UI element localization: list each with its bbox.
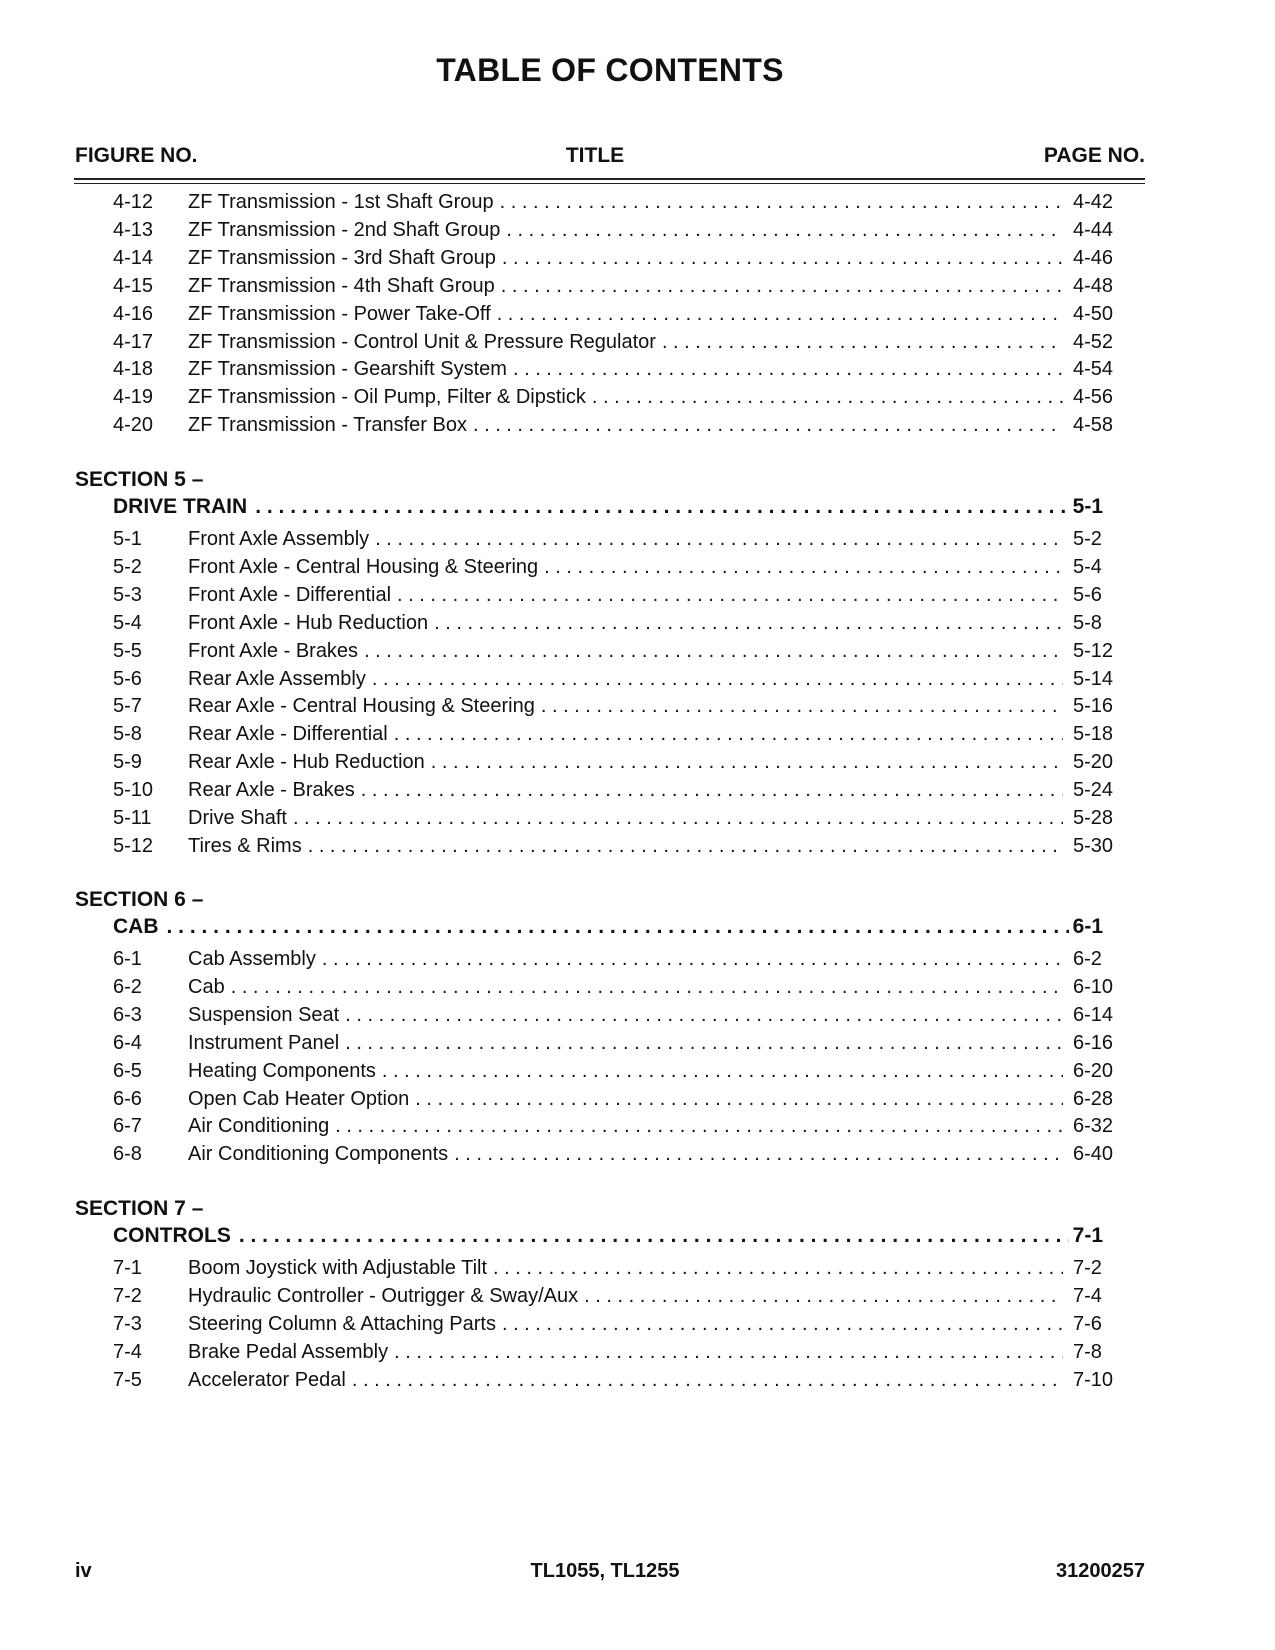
toc-entry[interactable]	[113, 609, 1117, 638]
toc-entry[interactable]	[113, 581, 1117, 610]
toc-entry[interactable]	[113, 637, 1117, 666]
toc-entry[interactable]	[113, 244, 1117, 273]
figure-title: ZF Transmission - Control Unit & Pressure Regulator	[188, 330, 656, 353]
figure-title: Air Conditioning	[188, 1115, 330, 1138]
dot-leader	[501, 272, 1063, 301]
toc-entry[interactable]	[113, 328, 1117, 357]
toc-entry[interactable]	[113, 300, 1117, 329]
section-page-ref: 5-1	[1072, 495, 1103, 518]
dot-leader	[454, 1140, 1063, 1169]
footer-page-number: iv	[75, 1560, 92, 1582]
page-ref: 7-4	[1073, 1284, 1102, 1307]
figure-number: 4-17	[113, 330, 154, 353]
page-ref: 4-42	[1073, 191, 1114, 213]
toc-entry[interactable]	[113, 1001, 1117, 1030]
figure-number: 6-4	[113, 1031, 142, 1054]
toc-entry[interactable]	[113, 1085, 1117, 1114]
figure-number: 5-8	[113, 723, 142, 746]
figure-title: Front Axle - Hub Reduction	[188, 611, 429, 634]
dot-leader	[397, 581, 1063, 610]
figure-title: Suspension Seat	[188, 1003, 340, 1026]
toc-entry[interactable]	[113, 1338, 1117, 1367]
figure-number: 5-11	[113, 807, 152, 829]
dot-leader	[584, 1282, 1063, 1311]
toc-entry[interactable]	[113, 553, 1117, 582]
section-label: SECTION 6 –	[75, 888, 204, 911]
figure-title: ZF Transmission - Gearshift System	[188, 358, 507, 381]
dot-leader	[544, 553, 1063, 582]
dot-leader	[434, 609, 1063, 638]
toc-entry[interactable]	[113, 945, 1117, 974]
dot-leader	[364, 637, 1063, 666]
column-header-figure: FIGURE NO.	[75, 144, 198, 167]
page-ref: 6-40	[1073, 1143, 1114, 1166]
figure-number: 4-15	[113, 274, 154, 297]
figure-number: 7-5	[113, 1368, 142, 1391]
page-ref: 5-8	[1073, 611, 1102, 634]
section-name: CONTROLS	[113, 1224, 231, 1247]
toc-entry[interactable]	[113, 355, 1117, 384]
dot-leader	[375, 525, 1063, 554]
page-ref: 6-28	[1073, 1087, 1114, 1110]
section-heading[interactable]	[113, 492, 1103, 521]
page-ref: 4-48	[1073, 274, 1114, 297]
section-heading[interactable]	[113, 1221, 1103, 1250]
figure-title: ZF Transmission - Transfer Box	[188, 414, 467, 437]
dot-leader	[415, 1085, 1063, 1114]
dot-leader	[394, 1338, 1063, 1367]
page-ref: 4-58	[1073, 414, 1114, 437]
dot-leader	[231, 973, 1063, 1002]
figure-title: ZF Transmission - 2nd Shaft Group	[188, 218, 501, 241]
figure-number: 5-2	[113, 555, 142, 578]
figure-number: 4-20	[113, 414, 154, 437]
page-ref: 5-4	[1073, 555, 1102, 578]
figure-title: Hydraulic Controller - Outrigger & Sway/Aux	[188, 1284, 579, 1307]
page-ref: 4-54	[1073, 358, 1114, 381]
figure-number: 4-13	[113, 218, 154, 241]
dot-leader	[394, 720, 1063, 749]
toc-entry[interactable]	[113, 1112, 1117, 1141]
dot-leader	[541, 692, 1063, 721]
dot-leader	[293, 804, 1063, 833]
toc-entry[interactable]	[113, 748, 1117, 777]
dot-leader	[592, 383, 1063, 412]
section-heading[interactable]	[113, 912, 1103, 941]
page-ref: 5-14	[1073, 667, 1114, 690]
page-ref: 5-6	[1073, 583, 1102, 606]
figure-number: 4-19	[113, 386, 154, 409]
figure-number: 6-1	[113, 948, 142, 970]
section-label: SECTION 5 –	[75, 468, 204, 491]
dot-leader	[431, 748, 1063, 777]
toc-entry[interactable]	[113, 1282, 1117, 1311]
section-page-ref: 7-1	[1072, 1224, 1103, 1247]
figure-number: 6-5	[113, 1059, 142, 1082]
figure-number: 5-1	[113, 528, 142, 550]
page-ref: 6-32	[1073, 1115, 1114, 1138]
figure-title: Front Axle - Differential	[188, 583, 392, 606]
figure-title: Rear Axle Assembly	[188, 667, 366, 690]
figure-title: Cab Assembly	[188, 948, 316, 970]
figure-title: Rear Axle - Brakes	[188, 779, 355, 802]
figure-title: ZF Transmission - Oil Pump, Filter & Dipstick	[188, 386, 586, 409]
figure-number: 5-9	[113, 751, 142, 774]
toc-entry[interactable]	[113, 188, 1117, 217]
toc-entry[interactable]	[113, 1057, 1117, 1086]
figure-number: 4-18	[113, 358, 154, 381]
figure-title: Drive Shaft	[188, 807, 287, 829]
page-ref: 5-30	[1073, 834, 1114, 857]
dot-leader	[308, 832, 1063, 861]
dot-leader	[473, 411, 1063, 440]
figure-number: 7-3	[113, 1312, 142, 1335]
page-ref: 6-20	[1073, 1059, 1114, 1082]
figure-title: Rear Axle - Differential	[188, 723, 388, 746]
toc-entry[interactable]	[113, 1029, 1117, 1058]
page-ref: 4-50	[1073, 302, 1114, 325]
figure-number: 4-14	[113, 246, 154, 269]
page-title: TABLE OF CONTENTS	[436, 52, 784, 88]
page-ref: 5-20	[1073, 751, 1114, 774]
header-rule-thick	[74, 178, 1145, 180]
toc-entry[interactable]	[113, 692, 1117, 721]
section-page-ref: 6-1	[1072, 915, 1103, 938]
figure-title: ZF Transmission - 1st Shaft Group	[188, 191, 494, 213]
figure-title: Cab	[188, 975, 225, 998]
figure-number: 7-4	[113, 1340, 142, 1363]
figure-number: 6-2	[113, 975, 142, 998]
figure-title: Boom Joystick with Adjustable Tilt	[188, 1257, 488, 1279]
figure-title: Brake Pedal Assembly	[188, 1340, 389, 1363]
dot-leader	[502, 244, 1063, 273]
page-ref: 5-12	[1073, 639, 1114, 662]
toc-entry[interactable]	[113, 411, 1117, 440]
figure-number: 7-2	[113, 1284, 142, 1307]
figure-number: 5-3	[113, 583, 142, 606]
page-ref: 6-16	[1073, 1031, 1114, 1054]
toc-entry[interactable]	[113, 216, 1117, 245]
figure-title: Accelerator Pedal	[188, 1368, 346, 1391]
figure-number: 7-1	[113, 1257, 142, 1279]
figure-title: ZF Transmission - 4th Shaft Group	[188, 274, 495, 297]
dot-leader	[345, 1029, 1063, 1058]
figure-number: 6-7	[113, 1115, 142, 1138]
toc-entry[interactable]	[113, 973, 1117, 1002]
figure-number: 5-5	[113, 639, 142, 662]
dot-leader	[352, 1366, 1063, 1395]
figure-title: Front Axle Assembly	[188, 528, 370, 550]
figure-title: ZF Transmission - Power Take-Off	[188, 302, 491, 325]
figure-title: Steering Column & Attaching Parts	[188, 1312, 496, 1335]
figure-number: 5-4	[113, 611, 142, 634]
figure-title: Instrument Panel	[188, 1031, 340, 1054]
figure-number: 6-8	[113, 1143, 142, 1166]
page-ref: 4-56	[1073, 386, 1114, 409]
header-rule-thin	[74, 183, 1145, 184]
dot-leader	[322, 945, 1063, 974]
figure-number: 5-7	[113, 695, 142, 718]
dot-leader	[239, 1221, 1069, 1250]
toc-entry[interactable]	[113, 804, 1117, 833]
toc-entry[interactable]	[113, 1310, 1117, 1339]
figure-number: 5-10	[113, 779, 154, 802]
dot-leader	[372, 665, 1063, 694]
page-ref: 5-28	[1073, 807, 1114, 829]
page-ref: 5-2	[1073, 528, 1102, 550]
figure-title: Rear Axle - Central Housing & Steering	[188, 695, 535, 718]
page-ref: 7-2	[1073, 1257, 1102, 1279]
column-header-title: TITLE	[565, 144, 625, 167]
dot-leader	[506, 216, 1063, 245]
footer-model: TL1055, TL1255	[530, 1560, 680, 1582]
toc-entry[interactable]	[113, 1254, 1117, 1283]
toc-entry[interactable]	[113, 525, 1117, 554]
page-ref: 6-14	[1073, 1003, 1114, 1026]
dot-leader	[662, 328, 1063, 357]
page-ref: 7-6	[1073, 1312, 1102, 1335]
figure-title: Front Axle - Central Housing & Steering	[188, 555, 539, 578]
dot-leader	[513, 355, 1063, 384]
section-name: CAB	[113, 915, 159, 938]
toc-entry[interactable]	[113, 272, 1117, 301]
toc-entry[interactable]	[113, 665, 1117, 694]
toc-entry[interactable]	[113, 1366, 1117, 1395]
page-ref: 7-10	[1073, 1368, 1114, 1391]
figure-title: Tires & Rims	[188, 834, 302, 857]
figure-number: 4-16	[113, 302, 154, 325]
toc-entry[interactable]	[113, 832, 1117, 861]
page-ref: 6-10	[1073, 975, 1114, 998]
page-ref: 4-52	[1073, 330, 1114, 353]
figure-title: Air Conditioning Components	[188, 1143, 449, 1166]
dot-leader	[493, 1254, 1063, 1283]
page-ref: 5-18	[1073, 723, 1114, 746]
figure-number: 6-6	[113, 1087, 142, 1110]
footer-doc-number: 31200257	[1056, 1560, 1145, 1582]
toc-entry[interactable]	[113, 383, 1117, 412]
toc-entry[interactable]	[113, 776, 1117, 805]
page-ref: 5-16	[1073, 695, 1114, 718]
dot-leader	[335, 1112, 1063, 1141]
dot-leader	[382, 1057, 1063, 1086]
figure-title: Rear Axle - Hub Reduction	[188, 751, 425, 774]
figure-title: Front Axle - Brakes	[188, 639, 359, 662]
page-ref: 4-46	[1073, 246, 1114, 269]
page-ref: 5-24	[1073, 779, 1114, 802]
dot-leader	[167, 912, 1069, 941]
figure-title: ZF Transmission - 3rd Shaft Group	[188, 246, 496, 269]
toc-entry[interactable]	[113, 1140, 1117, 1169]
dot-leader	[255, 492, 1068, 521]
dot-leader	[345, 1001, 1063, 1030]
page-ref: 6-2	[1073, 948, 1102, 970]
toc-entry[interactable]	[113, 720, 1117, 749]
dot-leader	[502, 1310, 1063, 1339]
page-ref: 4-44	[1073, 218, 1114, 241]
figure-number: 4-12	[113, 191, 154, 213]
figure-title: Open Cab Heater Option	[188, 1087, 410, 1110]
dot-leader	[361, 776, 1063, 805]
section-name: DRIVE TRAIN	[113, 495, 248, 518]
page-ref: 7-8	[1073, 1340, 1102, 1363]
column-header-page: PAGE NO.	[1043, 144, 1145, 167]
figure-number: 5-6	[113, 667, 142, 690]
section-label: SECTION 7 –	[75, 1197, 204, 1220]
figure-number: 5-12	[113, 834, 154, 857]
figure-title: Heating Components	[188, 1059, 376, 1082]
dot-leader	[500, 188, 1063, 217]
dot-leader	[497, 300, 1063, 329]
figure-number: 6-3	[113, 1003, 142, 1026]
